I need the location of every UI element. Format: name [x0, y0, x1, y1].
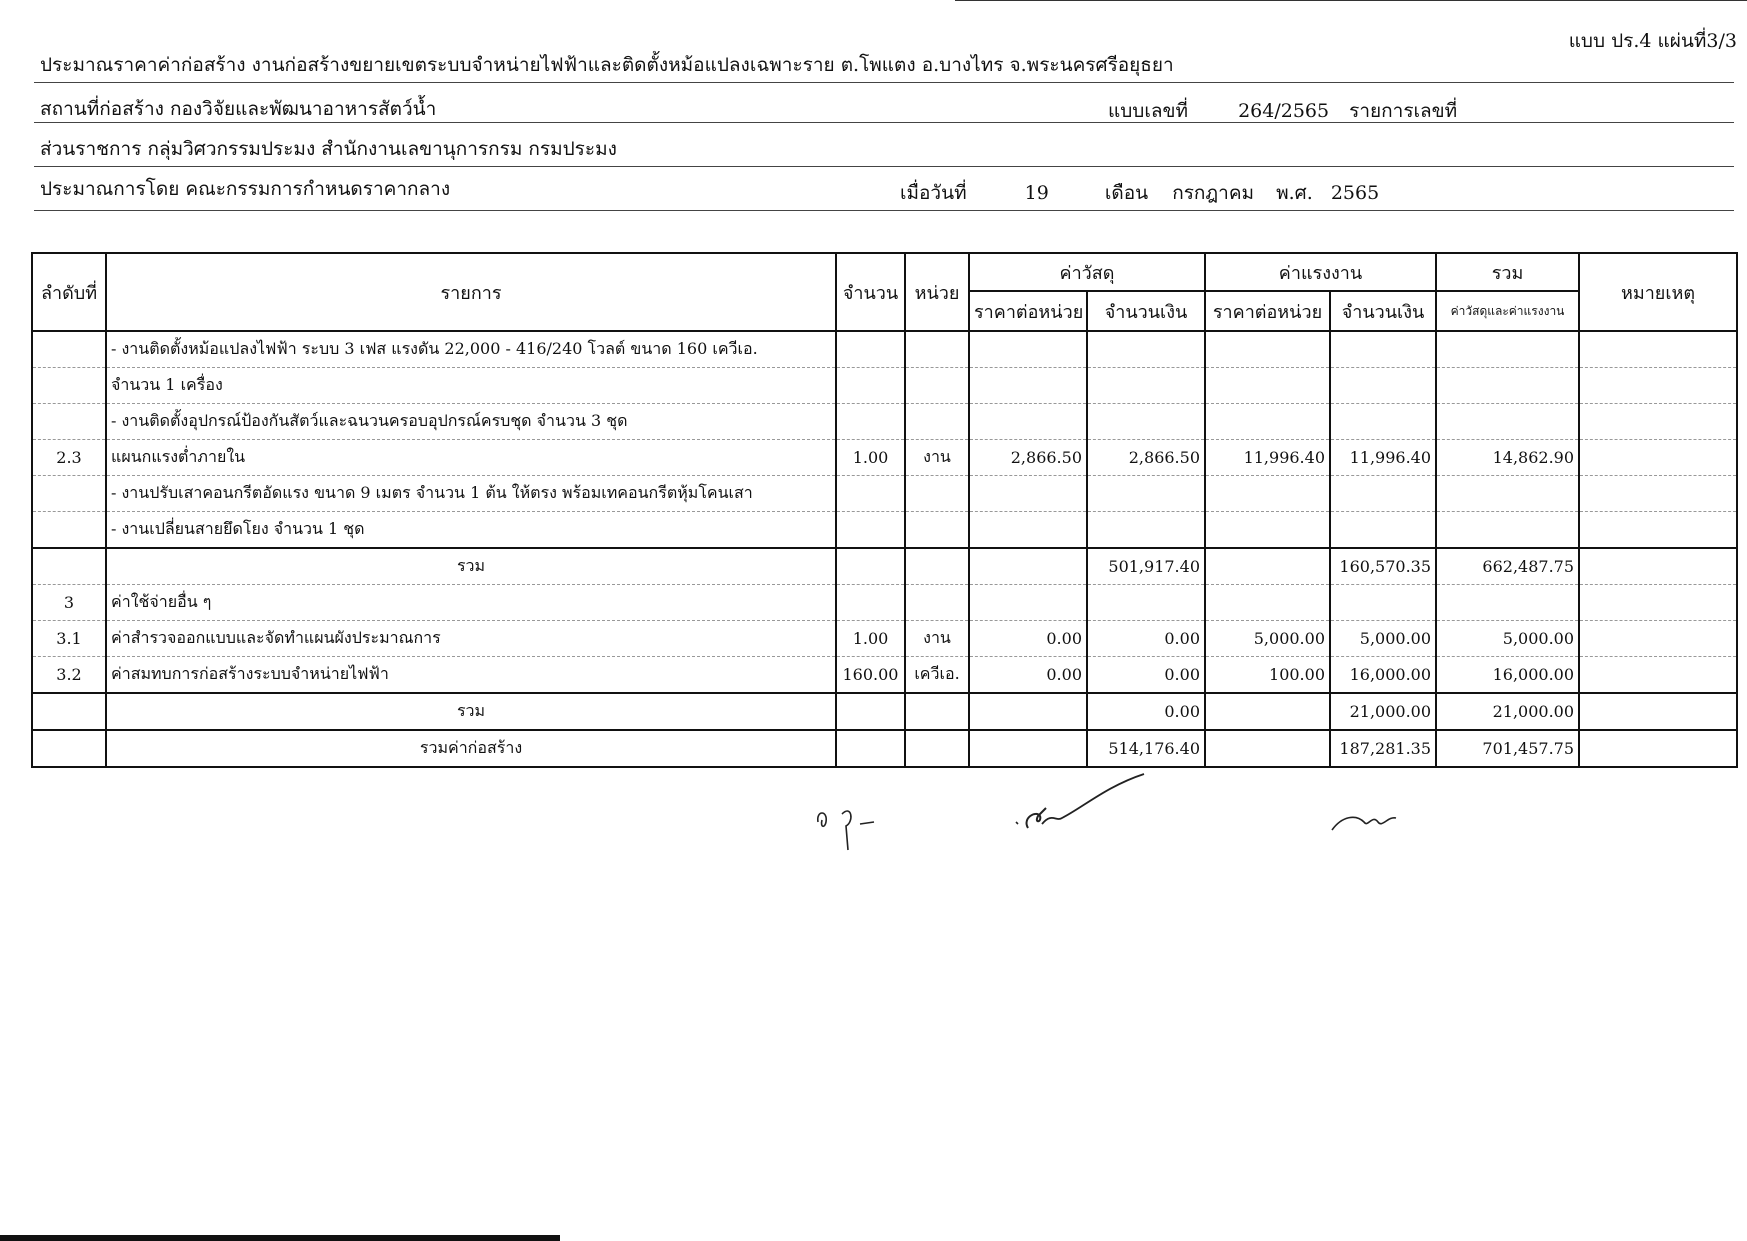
col-total: รวม [1436, 253, 1579, 291]
item-qty: 1.00 [836, 440, 905, 476]
mat-unit-price: 2,866.50 [969, 440, 1087, 476]
item-no: 3 [32, 585, 106, 621]
table-row [32, 621, 1737, 657]
item-unit: งาน [905, 621, 969, 657]
item-desc: แผนกแรงต่ำภายใน [106, 440, 836, 476]
item-desc: - งานปรับเสาคอนกรีตอัดแรง ขนาด 9 เมตร จำนวน 1 ต้น ให้ตรง พร้อมเทคอนกรีตหุ้มโคนเสา [106, 476, 836, 512]
col-lab-unit-price: ราคาต่อหน่วย [1205, 291, 1330, 331]
top-rule [955, 0, 1747, 1]
subtotal-label: รวม [106, 548, 836, 585]
mat-amount: 0.00 [1087, 657, 1205, 694]
col-unit: หน่วย [905, 253, 969, 331]
col-lab-amount: จำนวนเงิน [1330, 291, 1436, 331]
lab-amount: 5,000.00 [1330, 621, 1436, 657]
plan-label: แบบเลขที่ [1108, 100, 1189, 122]
year-label: พ.ศ. [1276, 182, 1313, 204]
item-no: 2.3 [32, 440, 106, 476]
row-total: 701,457.75 [1436, 730, 1579, 767]
table-row [32, 476, 1737, 512]
subtotal-row [32, 693, 1737, 730]
signature-3 [1328, 800, 1408, 840]
date-day: 19 [1024, 182, 1049, 204]
mat-amount: 0.00 [1087, 621, 1205, 657]
table-header-row [32, 253, 1737, 291]
item-desc: ค่าสำรวจออกแบบและจัดทำแผนผังประมาณการ [106, 621, 836, 657]
col-mat-unit-price: ราคาต่อหน่วย [969, 291, 1087, 331]
subtotal-label: รวม [106, 693, 836, 730]
divider [34, 82, 1734, 83]
item-no: 3.2 [32, 657, 106, 694]
date-info [900, 178, 1379, 208]
row-total: 14,862.90 [1436, 440, 1579, 476]
lab-unit-price: 5,000.00 [1205, 621, 1330, 657]
col-mat-amount: จำนวนเงิน [1087, 291, 1205, 331]
row-total: 662,487.75 [1436, 548, 1579, 585]
mat-amount: 501,917.40 [1087, 548, 1205, 585]
signature-2 [1012, 772, 1152, 842]
lab-amount: 160,570.35 [1330, 548, 1436, 585]
lab-amount: 21,000.00 [1330, 693, 1436, 730]
divider [34, 210, 1734, 211]
col-item: รายการ [106, 253, 836, 331]
estimator-line: ประมาณการโดย คณะกรรมการกำหนดราคากลาง [40, 178, 451, 200]
item-qty: 160.00 [836, 657, 905, 694]
divider [34, 122, 1734, 123]
item-no: 3.1 [32, 621, 106, 657]
mat-unit-price: 0.00 [969, 621, 1087, 657]
sheet-number: แบบ ปร.4 แผ่นที่3/3 [1568, 30, 1737, 52]
item-qty: 1.00 [836, 621, 905, 657]
grand-total-label: รวมค่าก่อสร้าง [106, 730, 836, 767]
subtotal-row [32, 548, 1737, 585]
agency-line: ส่วนราชการ กลุ่มวิศวกรรมประมง สำนักงานเลขานุการกรม กรมประมง [40, 138, 617, 160]
table-row [32, 404, 1737, 440]
date-month: กรกฎาคม [1172, 182, 1255, 204]
col-qty: จำนวน [836, 253, 905, 331]
col-no: ลำดับที่ [32, 253, 106, 331]
row-total: 16,000.00 [1436, 657, 1579, 694]
col-labor: ค่าแรงงาน [1205, 253, 1436, 291]
table-row [32, 331, 1737, 368]
item-desc: จำนวน 1 เครื่อง [106, 368, 836, 404]
signature-1 [812, 800, 892, 860]
row-total: 5,000.00 [1436, 621, 1579, 657]
mat-unit-price: 0.00 [969, 657, 1087, 694]
item-desc: - งานเปลี่ยนสายยึดโยง จำนวน 1 ชุด [106, 512, 836, 549]
month-label: เดือน [1104, 182, 1149, 204]
col-total-sub: ค่าวัสดุและค่าแรงงาน [1436, 291, 1579, 331]
item-desc: - งานติดตั้งอุปกรณ์ป้องกันสัตว์และฉนวนครอบอุปกรณ์ครบชุด จำนวน 3 ชุด [106, 404, 836, 440]
col-remark: หมายเหตุ [1579, 253, 1737, 331]
date-label: เมื่อวันที่ [900, 182, 967, 204]
lab-amount: 16,000.00 [1330, 657, 1436, 694]
table-row [32, 657, 1737, 694]
divider [34, 166, 1734, 167]
lab-amount: 11,996.40 [1330, 440, 1436, 476]
estimate-table [31, 252, 1738, 768]
lab-amount: 187,281.35 [1330, 730, 1436, 767]
mat-amount: 514,176.40 [1087, 730, 1205, 767]
row-total: 21,000.00 [1436, 693, 1579, 730]
grand-total-row [32, 730, 1737, 767]
item-desc: ค่าสมทบการก่อสร้างระบบจำหน่ายไฟฟ้า [106, 657, 836, 694]
table-row [32, 512, 1737, 549]
section-title: ค่าใช้จ่ายอื่น ๆ [106, 585, 836, 621]
section-row [32, 585, 1737, 621]
lab-unit-price: 11,996.40 [1205, 440, 1330, 476]
item-unit: งาน [905, 440, 969, 476]
scan-edge [0, 1235, 560, 1241]
item-number-label: รายการเลขที่ [1349, 100, 1458, 122]
project-title: ประมาณราคาค่าก่อสร้าง งานก่อสร้างขยายเขตระบบจำหน่ายไฟฟ้าและติดตั้งหม้อแปลงเฉพาะราย ต.โพแตง อ.บางไทร จ.พระนครศรีอยุธยา [40, 54, 1174, 76]
site-line: สถานที่ก่อสร้าง กองวิจัยและพัฒนาอาหารสัตว์น้ำ [40, 98, 437, 120]
lab-unit-price: 100.00 [1205, 657, 1330, 694]
table-row [32, 368, 1737, 404]
table-row [32, 440, 1737, 476]
item-desc: - งานติดตั้งหม้อแปลงไฟฟ้า ระบบ 3 เฟส แรงดัน 22,000 - 416/240 โวลต์ ขนาด 160 เควีเอ. [106, 331, 836, 368]
col-material: ค่าวัสดุ [969, 253, 1205, 291]
mat-amount: 0.00 [1087, 693, 1205, 730]
mat-amount: 2,866.50 [1087, 440, 1205, 476]
plan-number: 264/2565 [1238, 100, 1330, 122]
item-unit: เควีเอ. [905, 657, 969, 694]
date-year: 2565 [1330, 182, 1380, 204]
